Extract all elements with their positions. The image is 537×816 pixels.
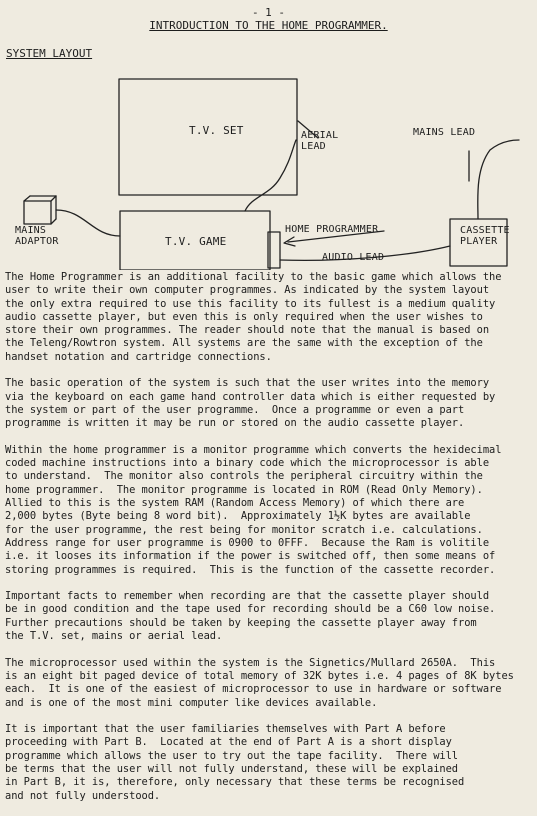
- paragraph-line: via the keyboard on each game hand controller data which is either requested by: [5, 390, 496, 403]
- adaptor-cable: [56, 210, 120, 236]
- paragraph-line: Allied to this is the system RAM (Random Access Memory) of which there are: [5, 497, 465, 510]
- paragraph-line: to understand. The monitor also controls the peripheral circuitry within the: [5, 470, 483, 483]
- paragraph-line: each. It is one of the easiest of microprocessor to use in hardware or software: [5, 683, 502, 696]
- mains-adaptor-label: [15, 225, 59, 247]
- paragraph-line: audio cassette player, but even this is only required when the user wishes to: [5, 310, 483, 323]
- mains-adaptor-box: [24, 201, 51, 224]
- tv-game-label: T.V. GAME: [165, 235, 227, 248]
- paragraph-line: user to write their own computer programmes. As indicated by the system layout: [5, 284, 490, 297]
- page-number: - 1 -: [251, 6, 286, 19]
- paragraph-line: It is important that the user familiaries themselves with Part A before: [5, 723, 446, 736]
- cassette-player-label: [460, 225, 510, 247]
- paragraph-line: in Part B, it is, therefore, only necessary that these terms be recognised: [5, 776, 465, 789]
- paragraph-line: be in good condition and the tape used for recording should be a C60 low noise.: [5, 603, 496, 616]
- paragraph: [5, 377, 533, 430]
- paragraph: [5, 723, 533, 803]
- paragraph-line: Within the home programmer is a monitor programme which converts the hexidecimal: [5, 443, 502, 456]
- mains-adaptor-line-2: ADAPTOR: [15, 236, 59, 247]
- paragraph-line: and not fully understood.: [5, 789, 161, 802]
- paragraph-line: storing programmes is required. This is the function of the cassette recorder.: [5, 563, 496, 576]
- paragraph: [5, 444, 533, 577]
- paragraph-line: the T.V. set, mains or aerial lead.: [5, 630, 223, 643]
- mains-lead-cable: [478, 140, 519, 219]
- paragraph-line: the only extra required to use this facility to its fullest is a medium quality: [5, 297, 496, 310]
- tv-set-label: T.V. SET: [189, 124, 244, 137]
- paragraph-line: is an eight bit paged device of total memory of 32K bytes i.e. 4 pages of 8K bytes: [5, 669, 514, 682]
- aerial-lead-label: [301, 130, 338, 152]
- aerial-lead-line-1: AERIAL: [301, 130, 339, 141]
- paragraph-line: store their own programmes. The reader should note that the manual is based on: [5, 324, 490, 337]
- paragraph: [5, 657, 533, 710]
- paragraph-line: and is one of the most mini computer like devices available.: [5, 696, 378, 709]
- paragraph-line: for the user programme, the rest being for monitor scratch i.e. calculations.: [5, 523, 483, 536]
- paragraph: [5, 271, 533, 364]
- paragraph-line: coded machine instructions into a binary code which the microprocessor is able: [5, 457, 490, 470]
- paragraph-line: programme which allows the user to try out the tape facility. There will: [5, 749, 459, 762]
- paragraph-line: the system or part of the user programme. Once a programme or even a part: [5, 403, 465, 416]
- audio-lead-label: AUDIO LEAD: [322, 252, 385, 263]
- aerial-lead-line-2: LEAD: [301, 141, 326, 152]
- paragraph-line: the Teleng/Rowtron system. All systems are the same with the exception of the: [5, 337, 483, 350]
- paragraph-line: The basic operation of the system is such that the user writes into the memory: [5, 377, 490, 390]
- paragraph-line: 2,000 bytes (Byte being 8 word bit). Approximately 1½K bytes are available: [5, 510, 471, 523]
- home-programmer-label: HOME PROGRAMMER: [285, 224, 379, 235]
- paragraph-line: be terms that the user will not fully understand, these will be explained: [5, 762, 459, 775]
- page-title-text: INTRODUCTION TO THE HOME PROGRAMMER.: [149, 19, 388, 32]
- paragraph-line: proceeding with Part B. Located at the end of Part A is a short display: [5, 736, 452, 749]
- body-text: [5, 271, 533, 816]
- section-heading: SYSTEM LAYOUT: [6, 47, 93, 60]
- paragraph-line: handset notation and cartridge connections.: [5, 350, 272, 363]
- paragraph-line: i.e. it looses its information if the power is switched off, then some means of: [5, 550, 496, 563]
- paragraph-line: The Home Programmer is an additional facility to the basic game which allows the: [5, 271, 502, 283]
- paragraph-line: programme is written it may be run or stored on the audio cassette player.: [5, 417, 465, 430]
- tv-set-box: [119, 79, 297, 195]
- paragraph-line: Address range for user programme is 0900 to 0FFF. Because the Ram is volitile: [5, 536, 490, 549]
- aerial-cable: [245, 140, 296, 211]
- cassette-player-line-1: CASSETTE: [460, 225, 510, 236]
- paragraph-line: The microprocessor used within the system is the Signetics/Mullard 2650A. This: [5, 656, 496, 669]
- mains-lead-label: MAINS LEAD: [413, 127, 476, 138]
- cassette-player-line-2: PLAYER: [460, 236, 498, 247]
- paragraph: [5, 590, 533, 643]
- mains-adaptor-line-1: MAINS: [15, 225, 47, 236]
- paragraph-line: Important facts to remember when recording are that the cassette player should: [5, 590, 490, 603]
- paragraph-line: Further precautions should be taken by keeping the cassette player away from: [5, 616, 477, 629]
- paragraph-line: home programmer. The monitor programme is located in ROM (Read Only Memory).: [5, 483, 483, 496]
